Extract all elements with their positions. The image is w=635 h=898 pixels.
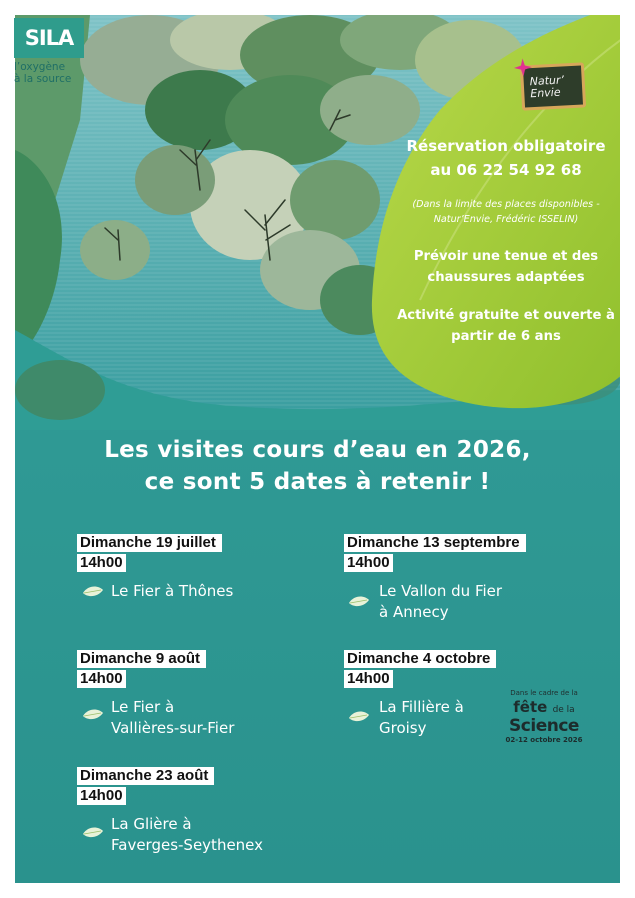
date-time: 14h00: [77, 554, 126, 572]
place-line-1: La Glière à: [111, 815, 192, 833]
place-line-2: à Annecy: [379, 603, 449, 621]
place-name: [379, 697, 464, 739]
date-day: Dimanche 23 août: [77, 767, 214, 785]
headline: [40, 434, 595, 498]
leaf-icon: [82, 708, 104, 721]
date-block: [77, 648, 206, 688]
place-name: [111, 581, 233, 602]
limit-note: [388, 197, 624, 227]
reservation-line-1: Réservation obligatoire: [406, 137, 606, 155]
natur-envie-badge: [520, 62, 586, 110]
badge-line-2: Envie: [530, 85, 561, 101]
place-line-2: Groisy: [379, 719, 427, 737]
date-time: 14h00: [77, 787, 126, 805]
place-line-2: Vallières-sur-Fier: [111, 719, 235, 737]
logo-mark: SILA: [14, 18, 84, 58]
date-time: 14h00: [344, 554, 393, 572]
headline-line-1: Les visites cours d’eau en 2026,: [104, 437, 531, 463]
activite-free: gratuite: [458, 308, 520, 323]
sila-logo: [14, 18, 84, 85]
place-line-1: La Fillière à: [379, 698, 464, 716]
activite-line-2: partir de 6 ans: [451, 329, 561, 344]
prevoir-line-1: Prévoir une tenue et des: [413, 249, 599, 264]
place-line-1: Le Fier à Thônes: [111, 582, 234, 600]
logo-tagline-2: à la source: [14, 73, 72, 85]
date-block: [77, 765, 214, 805]
reservation-phone: au 06 22 54 92 68: [430, 161, 582, 179]
fete-de-la-science-logo: [498, 689, 590, 745]
date-day: Dimanche 13 septembre: [344, 534, 526, 552]
headline-line-2: ce sont 5 dates à retenir !: [144, 469, 491, 495]
activite-pre: Activité: [397, 308, 459, 323]
leaf-icon: [82, 585, 104, 598]
date-block: [344, 532, 526, 572]
date-block: [77, 532, 222, 572]
fete-science: Science: [509, 716, 579, 736]
activity-note: [388, 305, 624, 347]
activite-post: et ouverte à: [519, 308, 615, 323]
date-day: Dimanche 19 juillet: [77, 534, 222, 552]
leaf-icon: [82, 826, 104, 839]
place-line-1: Le Vallon du Fier: [379, 582, 503, 600]
place-name: [379, 581, 502, 623]
equipment-note: [388, 246, 624, 288]
badge-line-1: Natur’: [529, 73, 565, 89]
logo-tagline-1: l’oxygène: [14, 61, 66, 73]
date-time: 14h00: [77, 670, 126, 688]
date-day: Dimanche 4 octobre: [344, 650, 496, 668]
limit-line-2: Natur’Envie, Frédéric ISSELIN): [433, 214, 579, 225]
leaf-icon: [348, 595, 370, 608]
place-name: [111, 814, 263, 856]
date-day: Dimanche 9 août: [77, 650, 206, 668]
fete-dates: 02-12 octobre 2026: [505, 736, 583, 744]
leaf-icon: [348, 710, 370, 723]
place-name: [111, 697, 234, 739]
limit-line-1: (Dans la limite des places disponibles -: [412, 199, 600, 210]
prevoir-line-2: chaussures adaptées: [427, 270, 585, 285]
date-time: 14h00: [344, 670, 393, 688]
fete-dela: de la: [552, 705, 575, 715]
place-line-2: Faverges-Seythenex: [111, 836, 264, 854]
reservation-info: [388, 134, 624, 182]
date-block: [344, 648, 496, 688]
star-icon: [512, 57, 533, 78]
fete-word: fête: [513, 698, 548, 716]
fete-intro: Dans le cadre de la: [510, 689, 578, 697]
place-line-1: Le Fier à: [111, 698, 175, 716]
